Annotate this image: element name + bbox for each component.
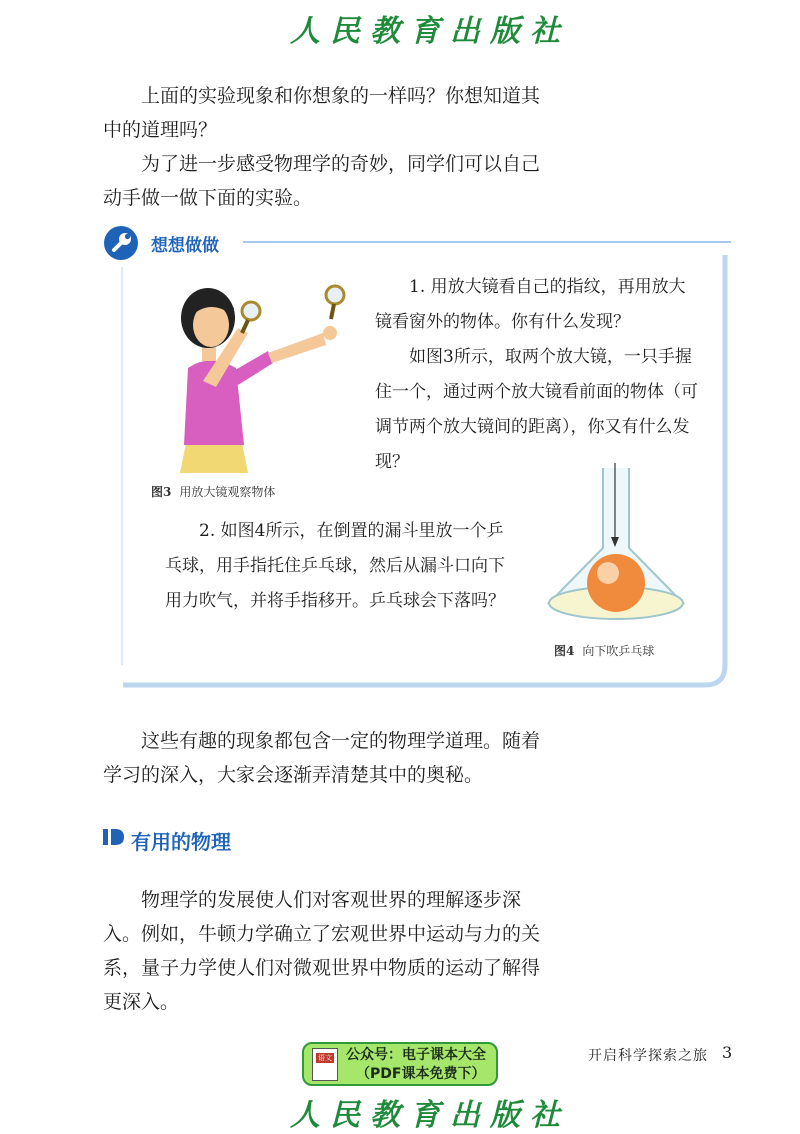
section-text bbox=[103, 883, 553, 1019]
activity-item-2-paragraph: 2. 如图4所示，在倒置的漏斗里放一个乒乓球，用手指托住乒乓球，然后从漏斗口向下用力吹气，并将手指移开。乒乓球会下落吗？ bbox=[165, 521, 505, 611]
figure-4-caption-text: 向下吹乒乓球 bbox=[582, 644, 655, 658]
section-paragraph: 物理学的发展使人们对客观世界的理解逐步深入。例如，牛顿力学确立了宏观世界中运动与力的关系，量子力学使人们对微观世界中物质的运动了解得更深入。 bbox=[103, 889, 541, 1013]
figure-3-number: 图3 bbox=[151, 485, 172, 499]
watermark-line-1: 公众号：电子课本大全 bbox=[346, 1047, 486, 1063]
section-title: 有用的物理 bbox=[131, 830, 231, 854]
activity-item-1-paragraph-1: 1. 用放大镜看自己的指纹，再用放大镜看窗外的物体。你有什么发现？ bbox=[375, 277, 686, 332]
footer-chapter-title: 开启科学探索之旅 bbox=[588, 1048, 708, 1064]
figure-3-caption bbox=[151, 483, 275, 500]
after-box-text bbox=[103, 724, 553, 792]
intro-paragraph-2: 为了进一步感受物理学的奇妙，同学们可以自己动手做一做下面的实验。 bbox=[103, 153, 541, 209]
after-box-paragraph: 这些有趣的现象都包含一定的物理学道理。随着学习的深入，大家会逐渐弄清楚其中的奥秘。 bbox=[103, 730, 541, 786]
book-icon bbox=[312, 1048, 338, 1081]
figure-4-number: 图4 bbox=[554, 644, 575, 658]
header-publisher-logo: 人民教育出版社 bbox=[290, 14, 570, 49]
figure-4-illustration bbox=[541, 463, 691, 627]
activity-title: 想想做做 bbox=[151, 236, 219, 256]
intro-paragraph-1: 上面的实验现象和你想象的一样吗？你想知道其中的道理吗？ bbox=[103, 85, 541, 141]
watermark-badge bbox=[302, 1042, 498, 1086]
activity-item-2 bbox=[165, 514, 505, 619]
book-icon-label: 语文 bbox=[318, 1054, 332, 1062]
section-heading-icon bbox=[103, 827, 125, 851]
activity-box bbox=[103, 225, 733, 690]
watermark-line-2: （PDF课本免费下） bbox=[356, 1066, 486, 1082]
intro-text bbox=[103, 79, 553, 215]
figure-3-illustration bbox=[148, 273, 363, 477]
activity-item-1 bbox=[375, 270, 700, 480]
figure-4-caption bbox=[554, 642, 654, 659]
activity-item-1-paragraph-2: 如图3所示，取两个放大镜，一只手握住一个，通过两个放大镜看前面的物体（可调节两个放大镜间的距离），你又有什么发现？ bbox=[375, 347, 698, 472]
wrench-icon bbox=[103, 225, 139, 265]
figure-3-caption-text: 用放大镜观察物体 bbox=[179, 485, 276, 499]
footer-publisher-logo: 人民教育出版社 bbox=[290, 1098, 570, 1133]
page-number: 3 bbox=[722, 1043, 734, 1062]
